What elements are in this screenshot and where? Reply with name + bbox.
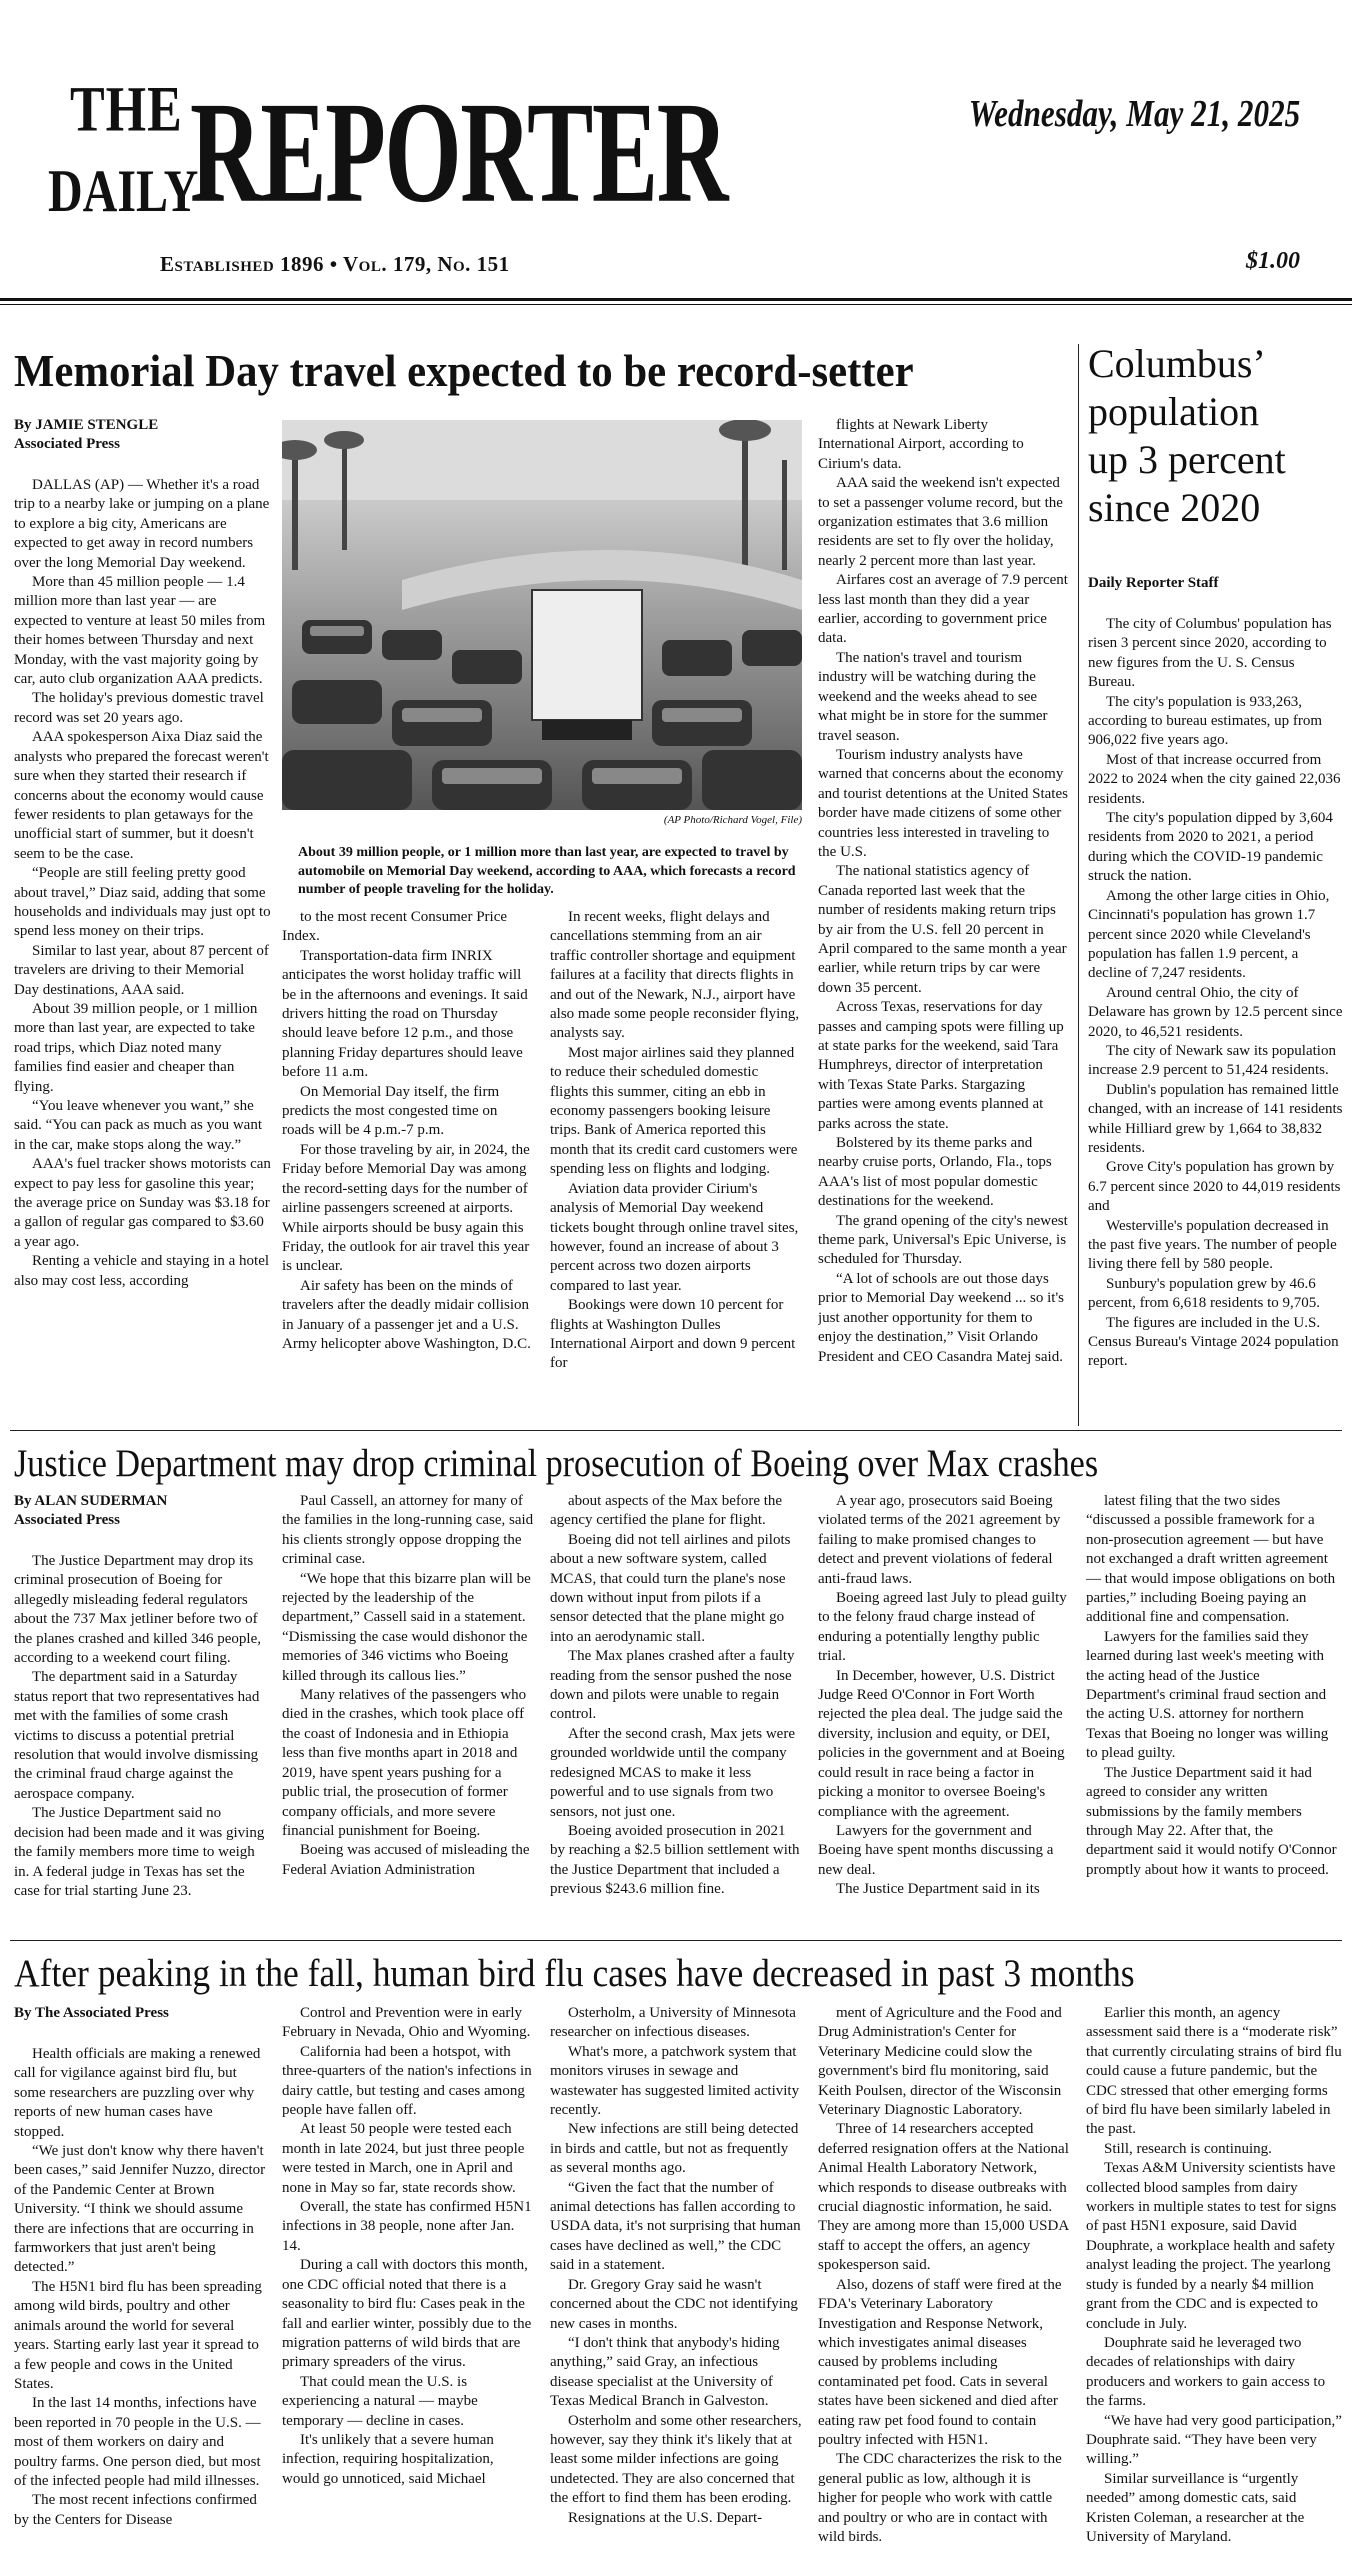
boeing-column-1: [14, 1492, 266, 1932]
columbus-body: [1088, 615, 1344, 1372]
paragraph: The holiday's previous domestic travel record was set 20 years ago.: [14, 690, 264, 726]
paragraph: During a call with doctors this month, one CDC official noted that there is a seasonality to bird flu: Cases peak in the fall and earlier winter, possibly due to the migration patterns of wild birds that are primary spreaders of the virus.: [282, 2257, 532, 2371]
columbus-headline-line: up 3 percent: [1088, 437, 1286, 482]
paragraph: Resignations at the U.S. Depart-: [568, 2509, 763, 2526]
columbus-headline-line: population: [1088, 389, 1260, 434]
paragraph: Dr. Gregory Gray said he wasn't concerned about the CDC not identifying new cases in months.: [550, 2276, 798, 2332]
paragraph: Boeing did not tell airlines and pilots about a new software system, called MCAS, that could turn the plane's nose down without input from pilots if a sensor detected that the plane might go into an aerodynamic stall.: [550, 1531, 791, 1645]
boeing-column-2: [282, 1492, 534, 1932]
paragraph: Earlier this month, an agency assessment said there is a “moderate risk” that currently circulating strains of bird flu could cause a future pandemic, but the CDC stressed that other emerging forms of bird flu have been similarly labeled in the past.: [1086, 2005, 1342, 2138]
boeing-col5-body: [1086, 1492, 1342, 1880]
travel-column-3: [550, 908, 800, 1424]
paragraph: Across Texas, reservations for day passes and camping spots were filling up at state parks for the weekend, said Tara Humphreys, director of interpretation with Texas State Parks. Stargazing parties were among events planned at parks across the state.: [818, 999, 1064, 1132]
paragraph: Most of that increase occurred from 2022 to 2024 when the city gained 22,036 residents.: [1088, 751, 1341, 807]
paragraph: In recent weeks, flight delays and cancellations stemming from an air traffic controller shortage and equipment failures at a facility that directs flights in and out of the Newark, N.J., airport have also made some people reconsider flying, analysts say.: [550, 909, 800, 1042]
paragraph: The Max planes crashed after a faulty reading from the sensor pushed the nose down and pilots were unable to regain control.: [550, 1648, 795, 1723]
logo-the: THE: [70, 74, 183, 146]
column-divider: [1078, 344, 1079, 1426]
issue-date: Wednesday, May 21, 2025: [968, 93, 1300, 135]
boeing-col2-body: [282, 1492, 534, 1880]
paragraph: The Justice Department said it had agreed to consider any written submissions by the family members through May 22. After that, the department said it would notify O'Connor promptly about how it wants to proceed.: [1086, 1764, 1337, 1878]
masthead-rule: [0, 298, 1352, 301]
logo-reporter: REPORTER: [190, 71, 728, 233]
paragraph: “Given the fact that the number of animal detections has fallen according to USDA data, it's not surprising that human cases have declined as well,” the CDC said in a statement.: [550, 2179, 801, 2274]
paragraph: “We just don't know why there haven't been cases,” said Jennifer Nuzzo, director of the Pandemic Center at Brown University. “I think we should assume there are infections that are occurring in farmworkers that just aren't being detected.”: [14, 2143, 266, 2276]
paragraph: After the second crash, Max jets were grounded worldwide until the company redesigned MCAS to make it less powerful and to use signals from two sensors, not just one.: [550, 1725, 795, 1820]
logo-daily: DAILY: [48, 158, 199, 225]
paragraph: Osterholm, a University of Minnesota researcher on infectious diseases.: [550, 2005, 796, 2041]
travel-col2-body: [282, 908, 532, 1354]
birdflu-headline: After peaking in the fall, human bird flu cases have decreased in past 3 months: [14, 1952, 1135, 1995]
section-divider: [10, 1430, 1342, 1431]
paragraph: The city's population dipped by 3,604 residents from 2020 to 2021, a period during which the COVID-19 pandemic struck the nation.: [1088, 810, 1333, 885]
paragraph: The figures are included in the U.S. Census Bureau's Vintage 2024 population report.: [1088, 1314, 1339, 1370]
paragraph: AAA said the weekend isn't expected to set a passenger volume record, but the organization estimates that 3.6 million residents are set to fly over the holiday, nearly 2 percent more than last year.: [818, 475, 1063, 569]
birdflu-column-3: [550, 2004, 802, 2560]
paragraph: “A lot of schools are out those days prior to Memorial Day weekend ... so it's just another opportunity for them to enjoy the destination,” Visit Orlando President and CEO Casandra Matej said.: [818, 1270, 1064, 1365]
paragraph: Bolstered by its theme parks and nearby cruise ports, Orlando, Fla., tops AAA's list of most popular domestic destinations for the weekend.: [818, 1135, 1052, 1210]
birdflu-byline: By The Associated Press: [14, 2005, 169, 2021]
paragraph: About 39 million people, or 1 million more than last year, are expected to take road trips, which Diaz noted many families find easier and cheaper than flying.: [14, 1000, 258, 1095]
paragraph: flights at Newark Liberty International Airport, according to Cirium's data.: [818, 417, 1024, 472]
paragraph: AAA's fuel tracker shows motorists can expect to pay less for gasoline this year; the average price on Sunday was $3.18 for a gallon of regular gas compared to $3.60 a year ago.: [14, 1156, 271, 1250]
travel-col1-body: [14, 476, 272, 1291]
paragraph: The national statistics agency of Canada reported last week that the number of residents making return trips by air from the U.S. fell 20 percent in April compared to the same month a year earlier, while return trips by car were down 35 percent.: [818, 863, 1067, 996]
section-divider: [10, 1940, 1342, 1941]
birdflu-col3-body: [550, 2004, 802, 2528]
paragraph: The grand opening of the city's newest theme park, Universal's Epic Universe, is scheduled for Thursday.: [818, 1212, 1068, 1268]
boeing-column-5: [1086, 1492, 1342, 1932]
paragraph: “We have had very good participation,” Douphrate said. “They have been very willing.”: [1086, 2412, 1342, 2468]
paragraph: Dublin's population has remained little changed, with an increase of 141 residents while Hilliard grew by 1,664 to 38,832 residents.: [1088, 1081, 1343, 1156]
columbus-byline: Daily Reporter Staff: [1088, 575, 1219, 591]
travel-agency: Associated Press: [14, 436, 120, 452]
paragraph: The Justice Department said no decision had been made and it was giving the family members more time to weigh in. A federal judge in Texas has set the case for trial starting June 23.: [14, 1805, 265, 1899]
columbus-headline-line: since 2020: [1088, 485, 1261, 530]
photo-credit: (AP Photo/Richard Vogel, File): [663, 814, 802, 826]
boeing-agency: Associated Press: [14, 1512, 120, 1528]
travel-column-4: [818, 416, 1068, 1424]
established-volume: Established 1896 • Vol. 179, No. 151: [160, 252, 510, 276]
paragraph: The city's population is 933,263, according to bureau estimates, up from 906,022 five years ago.: [1088, 693, 1323, 749]
paragraph: ment of Agriculture and the Food and Drug Administration's Center for Veterinary Medicine could slow the government's bird flu monitoring, said Keith Poulsen, director of the Wisconsin Veterinary Diagnostic Laboratory.: [818, 2005, 1062, 2119]
paragraph: Control and Prevention were in early February in Nevada, Ohio and Wyoming.: [282, 2005, 531, 2041]
paragraph: Douphrate said he leveraged two decades of relationships with dairy producers and workers to gain access to the farms.: [1086, 2334, 1326, 2410]
paragraph: Lawyers for the government and Boeing have spent months discussing a new deal.: [818, 1822, 1054, 1878]
paragraph: AAA spokesperson Aixa Diaz said the analysts who prepared the forecast weren't sure when they started their research if concerns about the economy would cause fewer residents to plan getaways for the unofficial start of summer, but it doesn't seem to be the case.: [14, 729, 269, 862]
travel-col3-body: [550, 908, 800, 1374]
paragraph: New infections are still being detected in birds and cattle, but not as frequently as several months ago.: [550, 2121, 799, 2177]
paragraph: Air safety has been on the minds of travelers after the deadly midair collision in January of a passenger jet and a U.S. Army helicopter above Washington, D.C.: [282, 1277, 531, 1352]
price: $1.00: [1246, 248, 1300, 274]
paragraph: The most recent infections confirmed by the Centers for Disease: [14, 2492, 257, 2528]
paragraph: The city of Newark saw its population increase 2.9 percent to 51,424 residents.: [1088, 1042, 1336, 1079]
boeing-col1-body: [14, 1552, 266, 1901]
masthead: [0, 0, 1352, 300]
travel-column-1: [14, 416, 272, 1424]
paragraph: The nation's travel and tourism industry will be watching during the weekend and the weeks ahead to see what might be in store for the summer travel season.: [818, 649, 1048, 744]
birdflu-col4-body: [818, 2004, 1070, 2547]
paragraph: Similar surveillance is “urgently needed” among domestic cats, said Kristen Coleman, a researcher at the University of Maryland.: [1086, 2470, 1305, 2545]
paragraph: The Justice Department may drop its criminal prosecution of Boeing for allegedly misleading federal regulators about the 737 Max jetliner before two of the planes crashed and killed 346 people, according to a weekend court filing.: [14, 1553, 262, 1667]
columbus-headline: [1088, 340, 1344, 532]
paragraph: Boeing agreed last July to plead guilty to the felony fraud charge instead of enduring a potentially lengthy public trial.: [818, 1590, 1067, 1665]
paragraph: latest filing that the two sides “discussed a possible framework for a non-prosecution agreement — but have not exchanged a draft written agreement — that would impose obligations on both parties,” including Boeing paying an additional fine and compensation.: [1086, 1493, 1336, 1626]
paragraph: That could mean the U.S. is experiencing a natural — maybe temporary — decline in cases.: [282, 2373, 478, 2429]
paragraph: “You leave whenever you want,” she said. “You can pack as much as you want in the car, make stops along the way.”: [14, 1098, 263, 1153]
boeing-col4-body: [818, 1492, 1070, 1900]
paragraph: At least 50 people were tested each month in late 2024, but just three people were tested in March, one in April and none in May so far, state records show.: [282, 2121, 525, 2196]
paragraph: Sunbury's population grew by 46.6 percent, from 6,618 residents to 9,705.: [1088, 1275, 1321, 1312]
travel-col4-body: [818, 416, 1068, 1367]
boeing-col3-body: [550, 1492, 802, 1900]
boeing-byline: By ALAN SUDERMAN: [14, 1493, 168, 1509]
paragraph: Among the other large cities in Ohio, Cincinnati's population has grown 1.7 percent since 2020 while Cleveland's population has fallen 1.9 percent, a decline of 7,247 residents.: [1088, 887, 1330, 982]
paragraph: The CDC characterizes the risk to the general public as low, although it is higher for people who work with cattle and poultry or who are in contact with wild birds.: [818, 2451, 1062, 2545]
paragraph: Many relatives of the passengers who died in the crashes, which took place off the coast of Indonesia and in Ethiopia less than five months apart in 2018 and 2019, have spent years pushing for a public trial, the prosecution of former company officials, and more severe financial punishment for Boeing.: [282, 1687, 527, 1839]
paragraph: Also, dozens of staff were fired at the FDA's Veterinary Laboratory Investigation and Response Network, which investigates animal diseases caused by problems including contaminated pet food. Cats in several states have been sickened and died after eating raw pet food found to contain poultry infected with H5N1.: [818, 2276, 1062, 2448]
paragraph: Boeing was accused of misleading the Federal Aviation Administration: [282, 1842, 530, 1878]
boeing-headline: Justice Department may drop criminal prosecution of Boeing over Max crashes: [14, 1442, 1099, 1485]
paragraph: Still, research is continuing.: [1104, 2140, 1272, 2157]
paragraph: The department said in a Saturday status report that two representatives had met with the families of some crash victims to discuss a potential pretrial resolution that would involve dismissing the criminal fraud charge against the aerospace company.: [14, 1669, 260, 1802]
birdflu-col1-body: [14, 2045, 266, 2530]
columbus-headline-line: Columbus’: [1088, 341, 1266, 386]
paragraph: Similar to last year, about 87 percent of travelers are driving to their Memorial Day destinations, AAA said.: [14, 942, 269, 998]
paragraph: Osterholm and some other researchers, however, say they think it's likely that at least some milder infections are going undetected. They are also concerned that the effort to find them has been eroding.: [550, 2412, 802, 2507]
paragraph: to the most recent Consumer Price Index.: [282, 909, 508, 945]
paragraph: More than 45 million people — 1.4 million more than last year — are expected to venture at least 50 miles from their homes between Thursday and next Monday, with the vast majority going by car, auto club organization AAA predicts.: [14, 574, 266, 688]
paragraph: “We hope that this bizarre plan will be rejected by the leadership of the department,” Cassell said in a statement. “Dismissing the case would dishonor the memories of 346 victims who Boeing killed through its callous lies.”: [282, 1570, 531, 1684]
travel-byline: By JAMIE STENGLE: [14, 417, 159, 433]
paragraph: “I don't think that anybody's hiding anything,” said Gray, an infectious disease specialist at the University of Texas Medical Branch in Galveston.: [550, 2334, 780, 2410]
birdflu-column-2: [282, 2004, 534, 2560]
paragraph: In December, however, U.S. District Judge Reed O'Connor in Fort Worth rejected the plea deal. The judge said the diversity, inclusion and equity, or DEI, policies in the government and at Boeing could result in race being a factor in picking a monitor to oversee Boeing's compliance with the agreement.: [818, 1667, 1065, 1820]
birdflu-column-5: [1086, 2004, 1342, 2560]
paragraph: Bookings were down 10 percent for flights at Washington Dulles International Airport and down 9 percent for: [550, 1297, 796, 1372]
paragraph: What's more, a patchwork system that monitors viruses in sewage and wastewater has suggested limited activity recently.: [550, 2043, 800, 2119]
paragraph: Transportation-data firm INRIX anticipates the worst holiday traffic will be in the afternoons and evenings. It said drivers hitting the road on Thursday should leave before 12 p.m., and those planning Friday departures should leave before 11 a.m.: [282, 947, 528, 1081]
birdflu-col2-body: [282, 2004, 534, 2489]
birdflu-col5-body: [1086, 2004, 1342, 2547]
paragraph: Aviation data provider Cirium's analysis of Memorial Day weekend tickets bought through online travel sites, however, found an increase of about 3 percent across two dozen airports compared to last year.: [550, 1180, 799, 1294]
paragraph: California had been a hotspot, with three-quarters of the nation's infections in dairy cattle, but testing and cases among people have fallen off.: [282, 2043, 532, 2119]
paragraph: Three of 14 researchers accepted deferred resignation offers at the National Animal Health Laboratory Network, which responds to disease outbreaks with crucial diagnostic information, he said. They are among more than 15,000 USDA staff to accept the offers, an agency spokesperson said.: [818, 2121, 1069, 2274]
paragraph: about aspects of the Max before the agency certified the plane for flight.: [550, 1493, 783, 1529]
birdflu-column-1: [14, 2004, 266, 2560]
photo-caption: About 39 million people, or 1 million more than last year, are expected to travel by automobile on Memorial Day weekend, according to AAA, which forecasts a record number of people traveling for the holiday.: [298, 845, 796, 897]
paragraph: For those traveling by air, in 2024, the Friday before Memorial Day was among the record-setting days for the number of airline passengers screened at airports. While airports should be busy again this Friday, the outlook for air travel this year is unclear.: [282, 1141, 530, 1275]
travel-column-2: [282, 908, 532, 1424]
paragraph: On Memorial Day itself, the firm predicts the most congested time on roads will be 4 p.m.-7 p.m.: [282, 1083, 500, 1139]
paragraph: The Justice Department said in its: [836, 1881, 1040, 1898]
paragraph: Most major airlines said they planned to reduce their scheduled domestic flights this summer, citing an ebb in economy passengers booking leisure trips. Bank of America reported this month that its credit card customers were spending less on flights and lodging.: [550, 1044, 798, 1178]
paragraph: Renting a vehicle and staying in a hotel also may cost less, according: [14, 1253, 270, 1289]
boeing-column-4: [818, 1492, 1070, 1932]
traffic-photo: [282, 420, 802, 810]
paragraph: Lawyers for the families said they learned during last week's meeting with the acting head of the Justice Department's criminal fraud section and the acting U.S. attorney for northern Texas that Boeing no longer was willing to plead guilty.: [1086, 1628, 1329, 1762]
paragraph: Tourism industry analysts have warned that concerns about the economy and tourist detentions at the United States border have made citizens of some other countries less interested in traveling to the U.S.: [818, 746, 1068, 860]
paragraph: The H5N1 bird flu has been spreading among wild birds, poultry and other animals around the world for several years. Starting early last year it spread to a few people and cows in the United States.: [14, 2278, 262, 2392]
paragraph: Westerville's population decreased in the past five years. The number of people living there fell by 580 people.: [1088, 1217, 1337, 1273]
paragraph: Boeing avoided prosecution in 2021 by reaching a $2.5 billion settlement with the Justice Department that included a previous $243.6 million fine.: [550, 1822, 800, 1898]
boeing-column-3: [550, 1492, 802, 1932]
paragraph: Grove City's population has grown by 6.7 percent since 2020 to 44,019 residents and: [1088, 1159, 1341, 1215]
paragraph: Around central Ohio, the city of Delaware has grown by 12.5 percent since 2020, to 46,521 residents.: [1088, 984, 1343, 1040]
birdflu-column-4: [818, 2004, 1070, 2560]
paragraph: A year ago, prosecutors said Boeing violated terms of the 2021 agreement by failing to make promised changes to detect and prevent violations of federal anti-fraud laws.: [818, 1493, 1061, 1587]
paragraph: “People are still feeling pretty good about travel,” Diaz said, adding that some households and individuals may just opt to spend less money on their trips.: [14, 865, 271, 940]
travel-headline: Memorial Day travel expected to be record-setter: [14, 345, 914, 396]
paragraph: DALLAS (AP) — Whether it's a road trip to a nearby lake or jumping on a plane to explore a big city, Americans are expected to get away in record numbers over the long Memorial Day weekend.: [14, 477, 270, 571]
masthead-rule-thin: [0, 304, 1352, 305]
paragraph: Paul Cassell, an attorney for many of the families in the long-running case, said his clients strongly oppose dropping the criminal case.: [282, 1493, 534, 1568]
paragraph: The city of Columbus' population has risen 3 percent since 2020, according to new figures from the U. S. Census Bureau.: [1088, 616, 1332, 691]
paragraph: Health officials are making a renewed call for vigilance against bird flu, but some researchers are puzzling over why reports of new human cases have stopped.: [14, 2046, 261, 2140]
columbus-column: [1088, 574, 1344, 1424]
paragraph: Airfares cost an average of 7.9 percent less last month than they did a year earlier, according to government price data.: [818, 572, 1068, 647]
paragraph: In the last 14 months, infections have been reported in 70 people in the U.S. — most of them workers on dairy and poultry farms. One person died, but most of the infected people had mild illnesses.: [14, 2395, 261, 2489]
paragraph: It's unlikely that a severe human infection, requiring hospitalization, would go unnoticed, said Michael: [282, 2431, 494, 2487]
paragraph: Texas A&M University scientists have collected blood samples from dairy workers in multiple states to test for signs of past H5N1 exposure, said David Douphrate, a workplace health and safety analyst leading the project. The yearlong study is funded by a nearly $4 million grant from the CDC and is expected to conclude in July.: [1086, 2160, 1337, 2332]
traffic-photo-image: [282, 420, 802, 810]
paragraph: Overall, the state has confirmed H5N1 infections in 38 people, none after Jan. 14.: [282, 2199, 532, 2254]
